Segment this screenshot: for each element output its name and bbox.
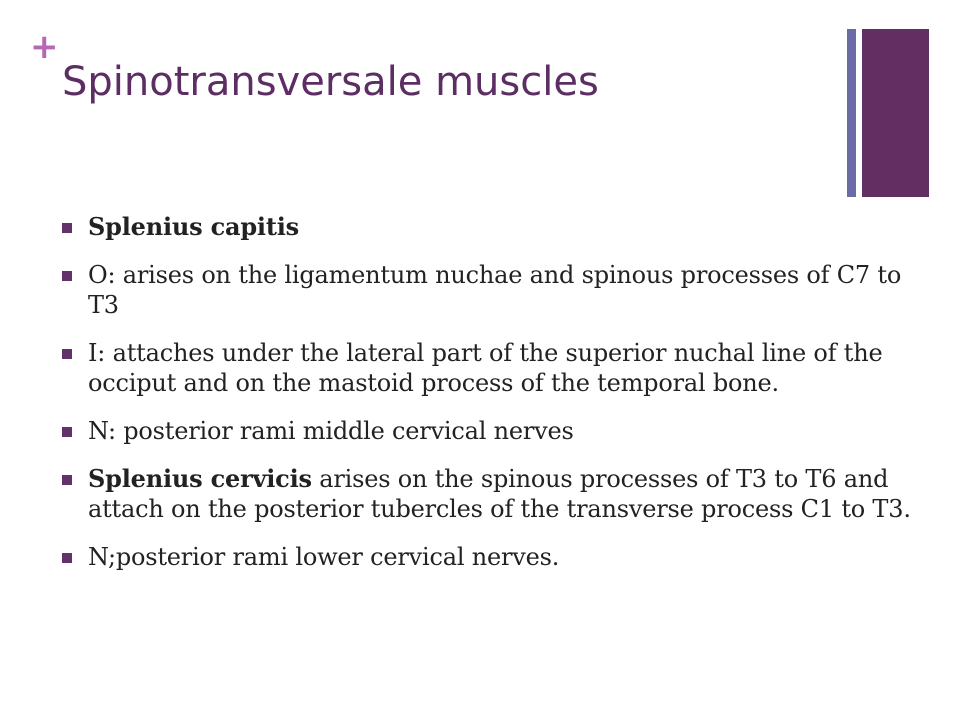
bullet-text: I: attaches under the lateral part of the superior nuchal line of the occiput and on the mastoid process of the temporal bone. [88, 339, 883, 397]
bullet-item-splenius-cervicis [62, 464, 934, 524]
square-bullet-icon [62, 427, 72, 437]
bullet-text: O: arises on the ligamentum nuchae and spinous processes of C7 to T3 [88, 261, 902, 319]
bullet-text: N;posterior rami lower cervical nerves. [88, 543, 560, 571]
bullet-list [62, 212, 934, 572]
square-bullet-icon [62, 475, 72, 485]
bullet-item-insertion [62, 338, 934, 398]
accent-bar-thick [862, 29, 929, 197]
square-bullet-icon [62, 553, 72, 563]
bullet-text: N: posterior rami middle cervical nerves [88, 417, 574, 445]
bullet-item-splenius-capitis [62, 212, 934, 242]
square-bullet-icon [62, 271, 72, 281]
bullet-bold-text: Splenius capitis [88, 212, 299, 241]
square-bullet-icon [62, 223, 72, 233]
accent-bar-thin [847, 29, 856, 197]
bullet-text: arises on the spinous processes of T3 to T6 and attach on the posterior tubercles of the transverse process C1 to T3. [88, 465, 911, 523]
bullet-item-origin [62, 260, 934, 320]
bullet-bold-text: Splenius cervicis [88, 464, 312, 493]
bullet-item-nerve-lower [62, 542, 934, 572]
bullet-item-nerve-middle [62, 416, 934, 446]
square-bullet-icon [62, 349, 72, 359]
plus-icon: + [30, 27, 59, 67]
slide-title: Spinotransversale muscles [62, 59, 599, 105]
